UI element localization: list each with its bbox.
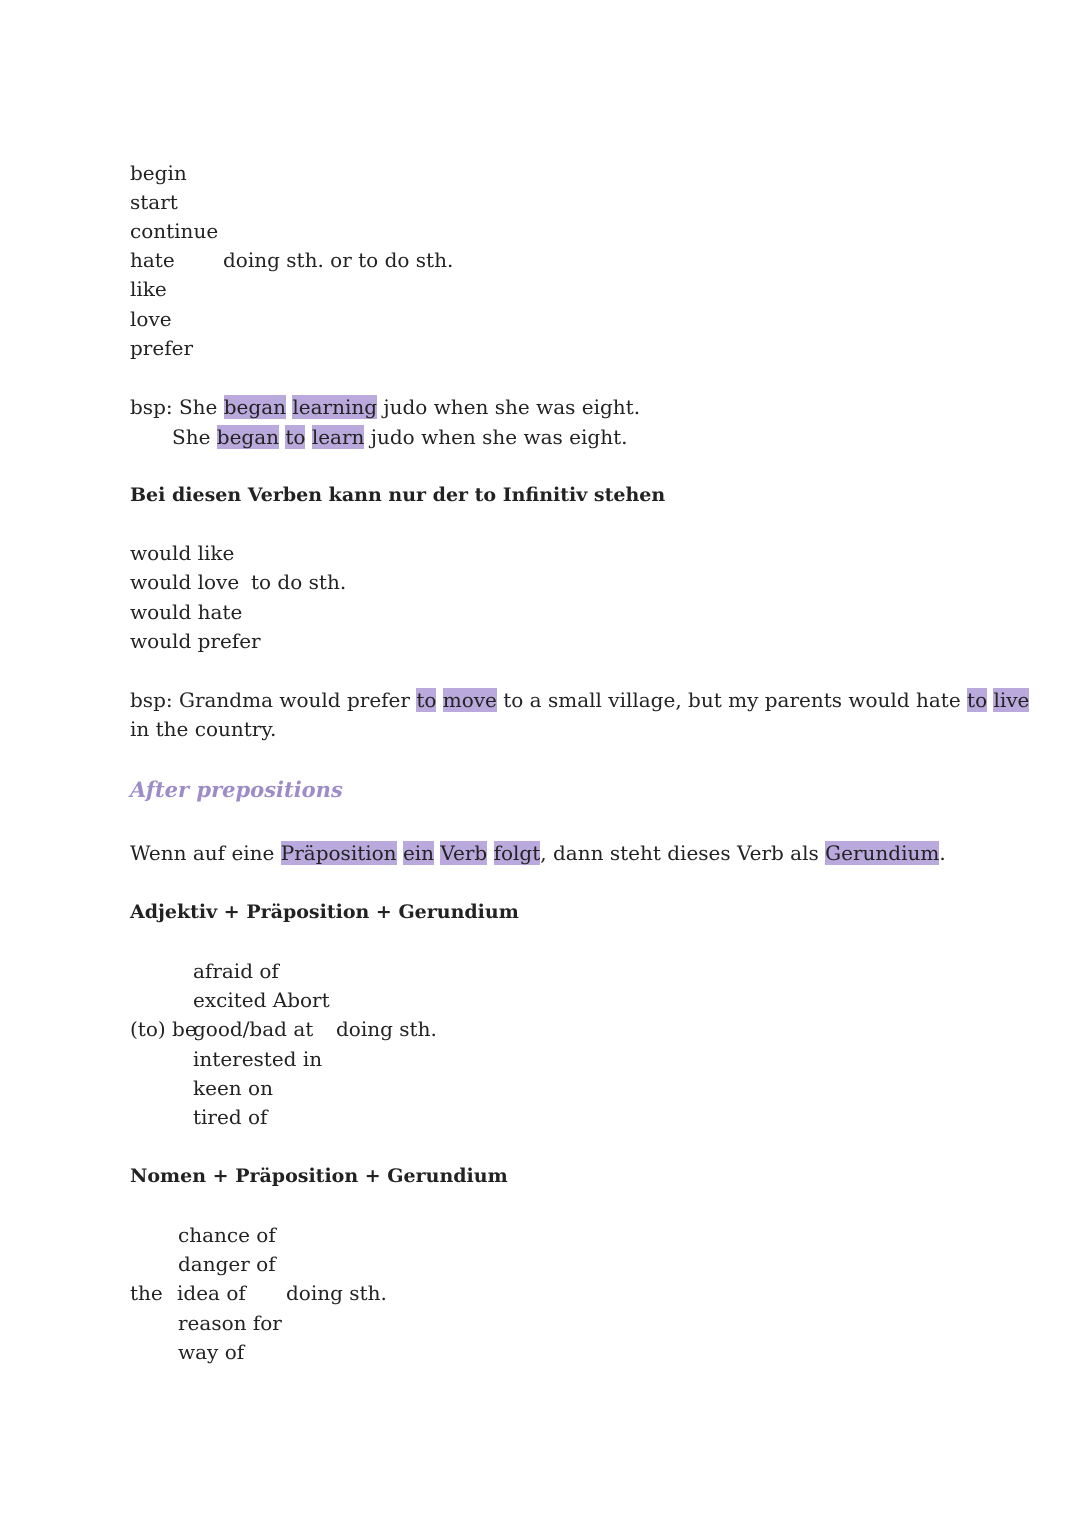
adj-item: interested in <box>193 1047 323 1071</box>
example-sentence: bsp: She began learning judo when she was eight. <box>130 395 641 419</box>
subheading: After prepositions <box>130 777 343 802</box>
verb-item: prefer <box>130 336 193 360</box>
verb-item: would like <box>130 541 235 565</box>
verb-pattern: to do sth. <box>251 570 347 594</box>
section-heading: Adjektiv + Präposition + Gerundium <box>130 901 519 923</box>
highlight: live <box>993 688 1030 712</box>
adj-lead: (to) be <box>130 1017 197 1041</box>
verb-item: love <box>130 307 172 331</box>
rule-sentence: Wenn auf eine Präposition ein Verb folgt, dann steht dieses Verb als Gerundium. <box>130 841 946 865</box>
verb-item: would hate <box>130 600 243 624</box>
noun-lead: the <box>130 1281 163 1305</box>
highlight: folgt <box>493 841 541 865</box>
noun-item: chance of <box>178 1223 276 1247</box>
highlight: ein <box>402 841 435 865</box>
verb-item: continue <box>130 219 219 243</box>
highlight: began <box>216 425 280 449</box>
highlight: Verb <box>440 841 488 865</box>
noun-item: reason for <box>178 1311 282 1335</box>
adj-pattern: doing sth. <box>336 1017 437 1041</box>
adj-item: excited Abort <box>193 988 330 1012</box>
example-sentence: in the country. <box>130 717 277 741</box>
verb-item: would love <box>130 570 240 594</box>
example-sentence: bsp: Grandma would prefer to move to a small village, but my parents would hate to live <box>130 688 1030 712</box>
highlight: learning <box>292 395 378 419</box>
highlight: move <box>442 688 497 712</box>
noun-item: way of <box>178 1340 245 1364</box>
adj-item: afraid of <box>193 959 279 983</box>
adj-item: tired of <box>193 1105 268 1129</box>
section-heading: Bei diesen Verben kann nur der to Infinitiv stehen <box>130 484 666 506</box>
highlight: learn <box>311 425 365 449</box>
highlight: to <box>285 425 306 449</box>
noun-pattern: doing sth. <box>286 1281 387 1305</box>
highlight: to <box>416 688 437 712</box>
verb-item: like <box>130 277 167 301</box>
highlight: to <box>967 688 988 712</box>
noun-item: idea of <box>177 1281 246 1305</box>
section-heading: Nomen + Präposition + Gerundium <box>130 1165 508 1187</box>
verb-item: would prefer <box>130 629 261 653</box>
highlight: Gerundium <box>825 841 940 865</box>
adj-item: keen on <box>193 1076 273 1100</box>
verb-item: hate <box>130 248 175 272</box>
verb-pattern: doing sth. or to do sth. <box>223 248 454 272</box>
verb-item: start <box>130 190 178 214</box>
highlight: began <box>223 395 286 419</box>
verb-item: begin <box>130 161 187 185</box>
adj-item: good/bad at <box>193 1017 314 1041</box>
highlight: Präposition <box>280 841 397 865</box>
example-sentence: She began to learn judo when she was eight. <box>172 425 628 449</box>
noun-item: danger of <box>178 1252 276 1276</box>
